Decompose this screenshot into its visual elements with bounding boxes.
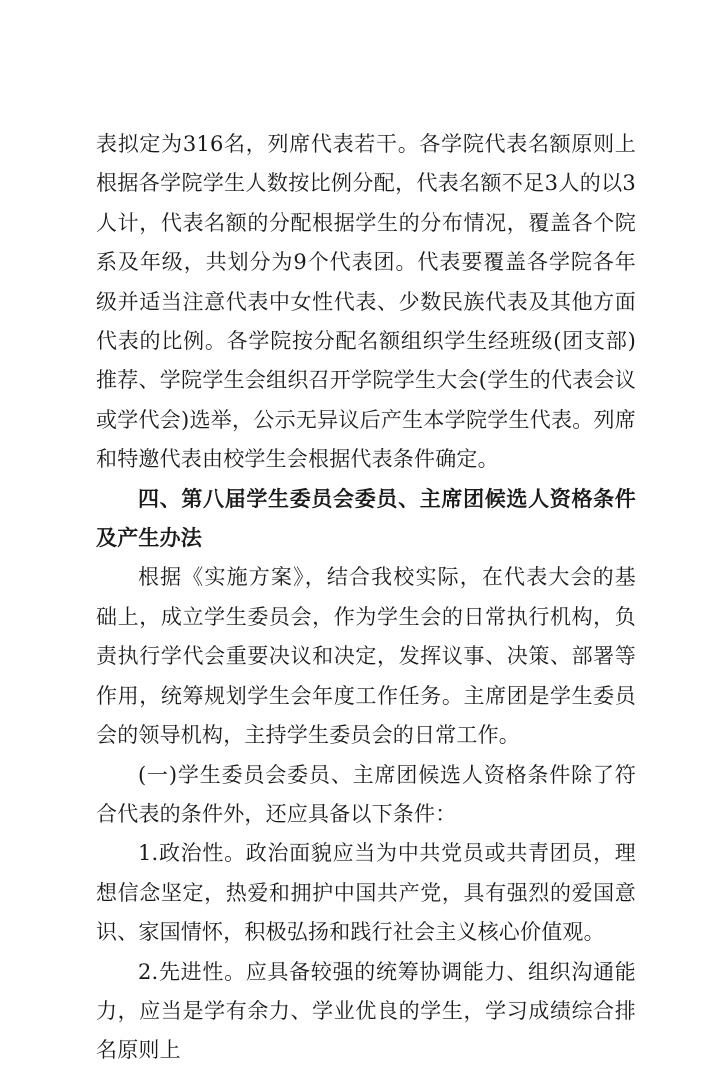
paragraph-qualification-intro: (一)学生委员会委员、主席团候选人资格条件除了符合代表的条件外，还应具备以下条件： xyxy=(96,762,636,826)
section-heading-four: 四、第八届学生委员会委员、主席团候选人资格条件及产生办法 xyxy=(96,486,636,551)
paragraph-student-committee: 根据《实施方案》，结合我校实际，在代表大会的基础上，成立学生委员会，作为学生会的日常执行机构，负责执行学代会重要决议和决定，发挥议事、决策、部署等作用，统筹规划学生会年度工作任务。主席团是学生委员会的领导机构，主持学生委员会的日常工作。 xyxy=(96,565,636,748)
paragraph-advanced: 2.先进性。应具备较强的统筹协调能力、组织沟通能力，应当是学有余力、学业优良的学生，学习成绩综合排名原则上 xyxy=(96,959,636,1063)
paragraph-political: 1.政治性。政治面貌应当为中共党员或共青团员，理想信念坚定，热爱和拥护中国共产党，具有强烈的爱国意识、家国情怀，积极弘扬和践行社会主义核心价值观。 xyxy=(96,841,636,945)
paragraph-delegate-allocation: 表拟定为316名，列席代表若干。各学院代表名额原则上根据各学院学生人数按比例分配，代表名额不足3人的以3人计，代表名额的分配根据学生的分布情况，覆盖各个院系及年级，共划分为9个代表团。代表要覆盖各学院各年级并适当注意代表中女性代表、少数民族代表及其他方面代表的比例。各学院按分配名额组织学生经班级(团支部)推荐、学院学生会组织召开学院学生大会(学生的代表会议或学代会)选举，公示无异议后产生本学院学生代表。列席和特邀代表由校学生会根据代表条件确定。 xyxy=(96,132,636,472)
document-body xyxy=(96,125,636,1071)
